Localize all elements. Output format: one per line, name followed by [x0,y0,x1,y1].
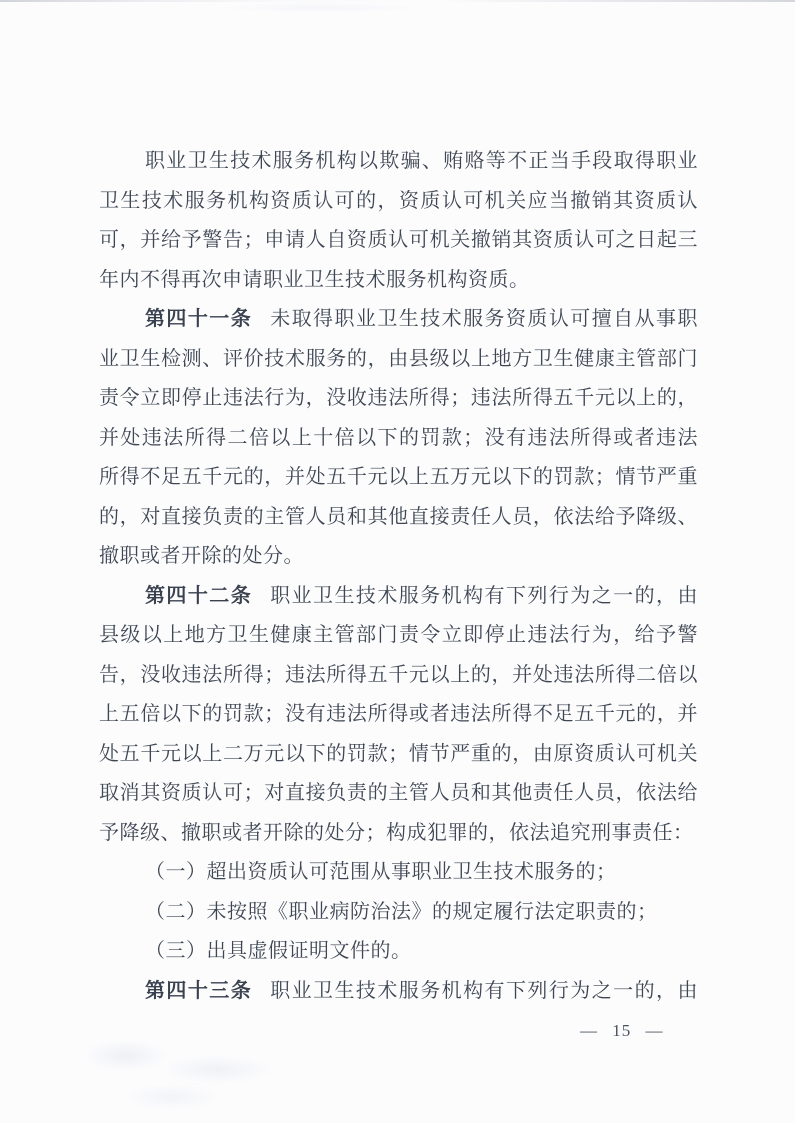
text-line [99,616,698,656]
text-line [99,695,698,735]
text-line [99,972,698,1012]
article-number: 第四十一条 [145,308,253,330]
line-text: 并处违法所得二倍以上十倍以下的罚款；没有违法所得或者违法 [99,426,698,449]
list-item-line [99,932,698,972]
text-line [99,537,698,577]
text-line [99,419,698,459]
line-text: 予降级、撤职或者开除的处分；构成犯罪的，依法追究刑事责任： [99,821,694,844]
article-number: 第四十二条 [145,584,253,607]
text-line [99,142,698,182]
line-text: 职业卫生技术服务机构有下列行为之一的，由 [270,584,698,607]
text-line [99,656,698,696]
text-line [99,379,698,419]
text-line [99,261,698,301]
line-text: 业卫生检测、评价技术服务的，由县级以上地方卫生健康主管部门 [99,347,698,370]
text-line [99,340,698,380]
line-text: （二）未按照《职业病防治法》的规定履行法定职责的； [145,900,658,923]
line-text: 可，并给予警告；申请人自资质认可机关撤销其资质认可之日起三 [99,229,698,251]
line-text: 撤职或者开除的处分。 [99,545,304,567]
text-line [99,774,698,814]
line-text: （一）超出资质认可范围从事职业卫生技术服务的； [145,861,617,883]
line-text: 所得不足五千元的，并处五千元以上五万元以下的罚款；情节严重 [99,466,698,488]
line-text: 年内不得再次申请职业卫生技术服务机构资质。 [99,268,530,291]
scan-artifact-top-smudge [160,2,480,16]
line-text: 未取得职业卫生技术服务资质认可擅自从事职 [270,308,698,330]
text-line [99,814,698,854]
line-text: 的，对直接负责的主管人员和其他直接责任人员，依法给予降级、 [99,505,698,528]
scan-artifact-bleedthrough [50,1028,320,1120]
line-text: 处五千元以上二万元以下的罚款；情节严重的，由原资质认可机关 [99,742,698,765]
text-line [99,735,698,775]
line-text: 卫生技术服务机构资质认可的，资质认可机关应当撤销其资质认 [99,189,698,212]
line-text: 县级以上地方卫生健康主管部门责令立即停止违法行为，给予警 [99,624,698,646]
line-text: 取消其资质认可；对直接负责的主管人员和其他责任人员，依法给 [99,782,698,804]
line-text: 职业卫生技术服务机构以欺骗、贿赂等不正当手段取得职业 [145,150,698,172]
text-line [99,182,698,222]
document-body [99,142,698,1011]
article-number: 第四十三条 [145,979,253,1002]
text-line [99,458,698,498]
text-line [99,577,698,617]
list-item-line [99,893,698,933]
line-text: 责令立即停止违法行为，没收违法所得；违法所得五千元以上的， [99,387,698,409]
list-item-line [99,853,698,893]
page-number: — 15 — [580,1021,664,1040]
text-line [99,300,698,340]
line-text: （三）出具虚假证明文件的。 [145,940,412,962]
line-text: 上五倍以下的罚款；没有违法所得或者违法所得不足五千元的，并 [99,703,698,725]
text-line [99,498,698,538]
line-text: 职业卫生技术服务机构有下列行为之一的，由 [270,979,698,1002]
line-text: 告，没收违法所得；违法所得五千元以上的，并处违法所得二倍以 [99,663,698,686]
text-line [99,221,698,261]
